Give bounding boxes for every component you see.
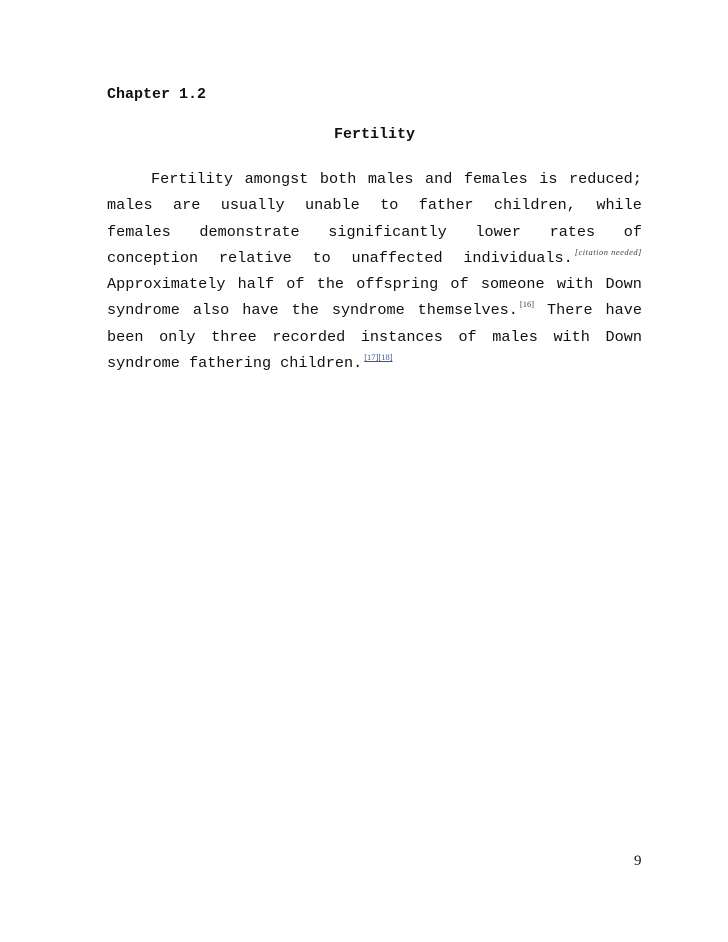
word: There xyxy=(547,301,593,320)
word-with-citation xyxy=(463,245,642,271)
word: females xyxy=(463,170,528,188)
word: rates xyxy=(549,222,596,241)
word: is xyxy=(539,170,558,188)
word: been xyxy=(107,327,144,346)
word: instances xyxy=(360,327,443,346)
word: with xyxy=(556,275,594,294)
word: the xyxy=(316,275,345,294)
word: males xyxy=(367,170,414,188)
word: females xyxy=(107,222,171,241)
word: males xyxy=(107,196,153,215)
word: relative xyxy=(218,248,292,267)
word: of xyxy=(623,222,642,241)
word: unable xyxy=(305,196,360,215)
word: also xyxy=(192,301,230,320)
reference-18-link[interactable]: [18] xyxy=(378,352,393,363)
word: recorded xyxy=(272,327,346,346)
word: usually xyxy=(220,196,285,215)
chapter-heading: Chapter 1.2 xyxy=(107,86,207,103)
paragraph-line-1 xyxy=(107,166,642,192)
word: with xyxy=(553,327,590,346)
word: individuals. xyxy=(463,248,573,267)
word: to xyxy=(312,248,331,267)
word: both xyxy=(319,170,357,188)
page-number: 9 xyxy=(634,853,642,869)
word: of xyxy=(458,327,477,346)
word: while xyxy=(596,196,642,215)
word: someone xyxy=(480,275,545,294)
word: of xyxy=(286,275,305,294)
word: children, xyxy=(493,196,576,215)
word: Down xyxy=(605,275,642,294)
word: to xyxy=(380,196,399,215)
citation-needed-note: [citation needed] xyxy=(574,246,642,257)
paragraph-line-7 xyxy=(107,324,642,350)
word: and xyxy=(425,170,453,188)
section-title: Fertility xyxy=(333,126,415,143)
paragraph-line-4 xyxy=(107,245,642,271)
word: of xyxy=(450,275,469,294)
word: amongst xyxy=(244,170,309,188)
word-with-reference xyxy=(418,297,534,323)
word: offspring xyxy=(356,275,439,294)
word: half xyxy=(237,275,275,294)
word: only xyxy=(159,327,196,346)
word: conception xyxy=(107,248,199,267)
reference-17-link[interactable]: [17] xyxy=(364,352,379,363)
reference-16[interactable]: [16] xyxy=(519,299,535,310)
word: syndrome xyxy=(107,301,180,320)
word: Approximately xyxy=(107,275,226,294)
word: the xyxy=(291,301,319,320)
word: demonstrate xyxy=(199,222,300,241)
word: reduced; xyxy=(569,170,642,188)
word: significantly xyxy=(328,222,447,241)
word: have xyxy=(605,301,642,320)
body-paragraph xyxy=(107,166,642,376)
paragraph-line-3 xyxy=(107,219,642,245)
word: have xyxy=(242,301,279,320)
paragraph-line-6 xyxy=(107,297,642,323)
word: are xyxy=(173,196,201,215)
word: Down xyxy=(605,327,642,346)
paragraph-line-5 xyxy=(107,271,642,297)
word: lower xyxy=(475,222,521,241)
word: unaffected xyxy=(351,248,443,267)
paragraph-line-2 xyxy=(107,192,642,218)
word: father xyxy=(418,196,474,215)
word: themselves. xyxy=(417,301,518,320)
word: males xyxy=(492,327,538,346)
word: three xyxy=(211,327,257,346)
word: Fertility xyxy=(151,170,234,188)
line-text: syndrome fathering children. xyxy=(107,354,363,373)
word: syndrome xyxy=(331,301,405,320)
paragraph-line-8 xyxy=(107,350,642,376)
